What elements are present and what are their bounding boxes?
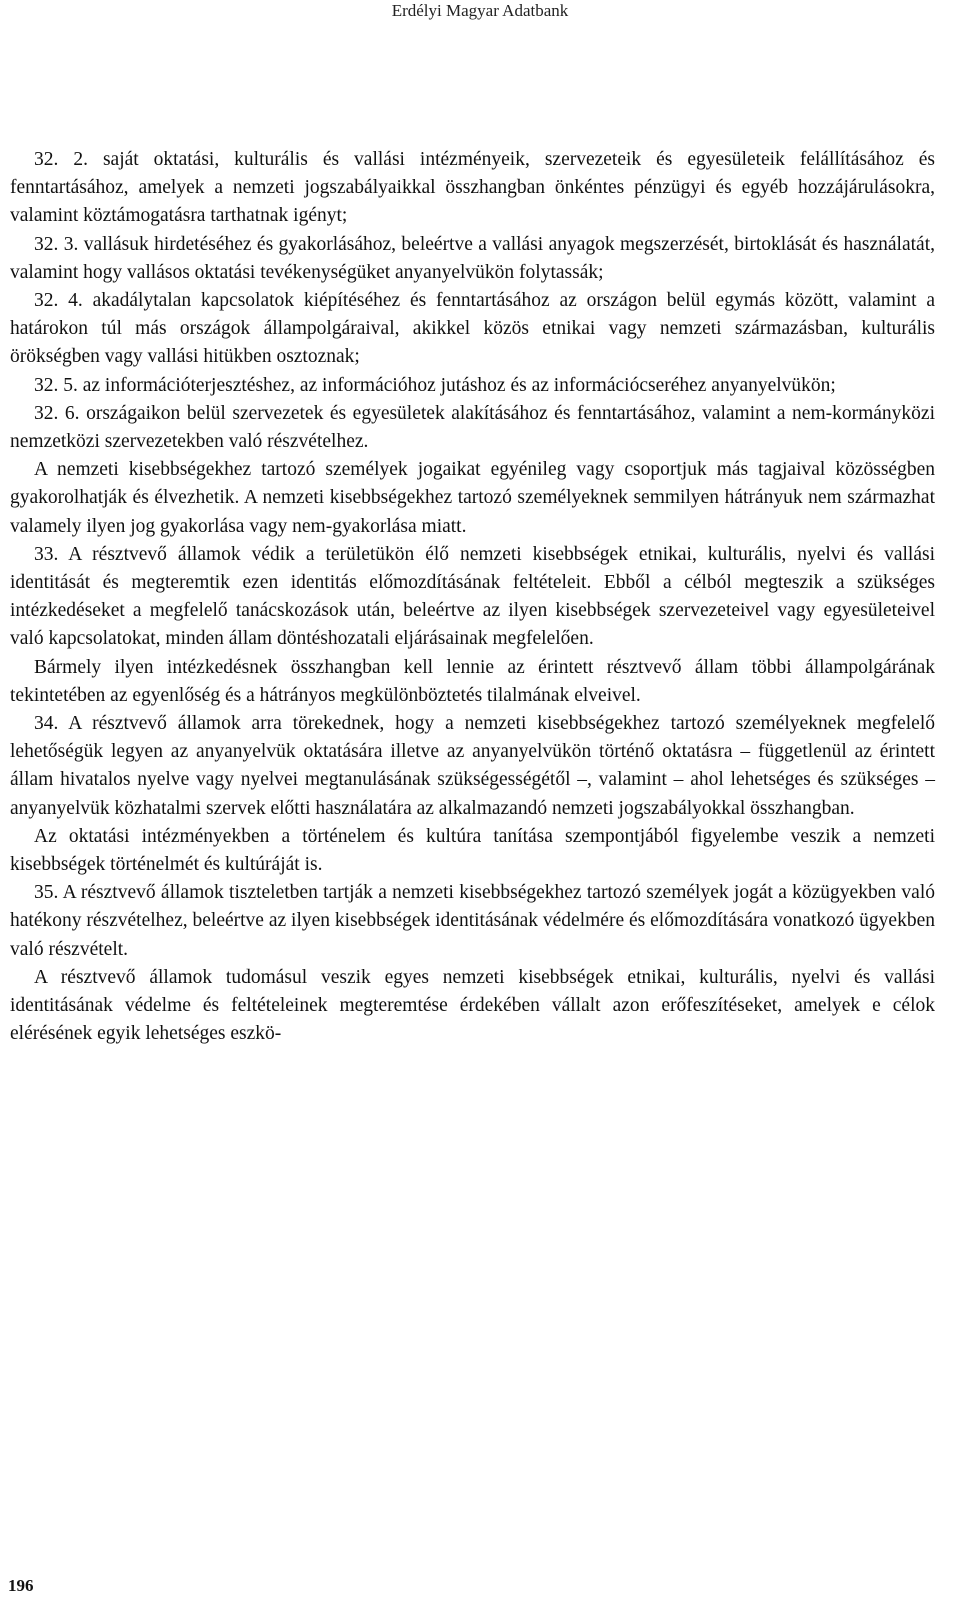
paragraph-33: 33. A résztvevő államok védik a területükön élő nemzeti kisebbségek etnikai, kulturális, nyelvi és vallási identitását és megteremtik ezen identitás előmozdításának feltételeit. Ebből a célból megteszik a szükséges intézkedéseket a megfelelő tanácskozások után, beleértve az ilyen kisebbségek szervezeteivel vagy egyesületeivel való kapcsolatokat, minden állam döntéshozatali eljárásainak megfelelően. [10,543,935,650]
paragraph-minority-rights: A nemzeti kisebbségekhez tartozó személyek jogaikat egyénileg vagy csoportjuk más tagjaival közösségben gyakorolhatják és élvezhetik. A nemzeti kisebbségekhez tartozó személyeknek semmilyen hátrányuk nem származhat valamely ilyen jog gyakorlása vagy nem-gyakorlása miatt. [10,459,935,537]
document-body [10,146,935,1049]
paragraph-34: 34. A résztvevő államok arra törekednek, hogy a nemzeti kisebbségekhez tartozó személyeknek megfelelő lehetőségük legyen az anyanyelvük oktatására illetve az anyanyelvükön történő oktatásra – függetlenül az érintett állam hivatalos nyelve vagy nyelvei megtanulásának szükségességétől –, valamint – ahol lehetséges és szükséges – anyanyelvük közhatalmi szervek előtti használatára az alkalmazandó nemzeti jogszabályokkal összhangban. [10,713,935,819]
paragraph-35: 35. A résztvevő államok tiszteletben tartják a nemzeti kisebbségekhez tartozó személyek jogát a közügyekben való hatékony részvételhez, beleértve az ilyen kisebbségek identitásának védelmére és előmozdítására vonatkozó ügyekben való részvételt. [10,882,935,960]
paragraph-32-4: 32. 4. akadálytalan kapcsolatok kiépítéséhez és fenntartásához az országon belül egymás között, valamint a határokon túl más országok állampolgáraival, akikkel közös etnikai vagy nemzeti származásban, kulturális örökségben vagy vallási hitükben osztoznak; [10,290,935,368]
paragraph-33-equality: Bármely ilyen intézkedésnek összhangban kell lennie az érintett résztvevő állam többi állampolgárának tekintetében az egyenlőség és a hátrányos megkülönböztetés tilalmának elveivel. [10,656,935,706]
paragraph-32-6: 32. 6. országaikon belül szervezetek és egyesületek alakításához és fenntartásához, valamint a nem-kormányközi nemzetközi szervezetekben való részvételhez. [10,402,935,453]
paragraph-35-efforts: A résztvevő államok tudomásul veszik egyes nemzeti kisebbségek etnikai, kulturális, nyelvi és vallási identitásának védelme és feltételeinek megteremtése érdekében vállalt azon erőfeszítéseket, amelyek e célok elérésének egyik lehetséges eszkö- [10,966,935,1045]
paragraph-34-education: Az oktatási intézményekben a történelem és kultúra tanítása szempontjából figyelembe veszik a nemzeti kisebbségek történelmét és kultúráját is. [10,825,935,876]
paragraph-32-3: 32. 3. vallásuk hirdetéséhez és gyakorlásához, beleértve a vallási anyagok megszerzését, birtoklását és használatát, valamint hogy vallásos oktatási tevékenységüket anyanyelvükön folytassák; [10,233,935,283]
paragraph-32-5: 32. 5. az információterjesztéshez, az információhoz jutáshoz és az információcseréhez anyanyelvükön; [34,374,836,396]
page-number: 196 [8,1576,34,1595]
running-header: Erdélyi Magyar Adatbank [391,1,569,20]
paragraph-32-2: 32. 2. saját oktatási, kulturális és vallási intézményeik, szervezeteik és egyesületeik felállításához és fenntartásához, amelyek a nemzeti jogszabályaikkal összhangban önkéntes pénzügyi és egyéb hozzájárulásokra, valamint köztámogatásra tarthatnak igényt; [10,149,935,227]
